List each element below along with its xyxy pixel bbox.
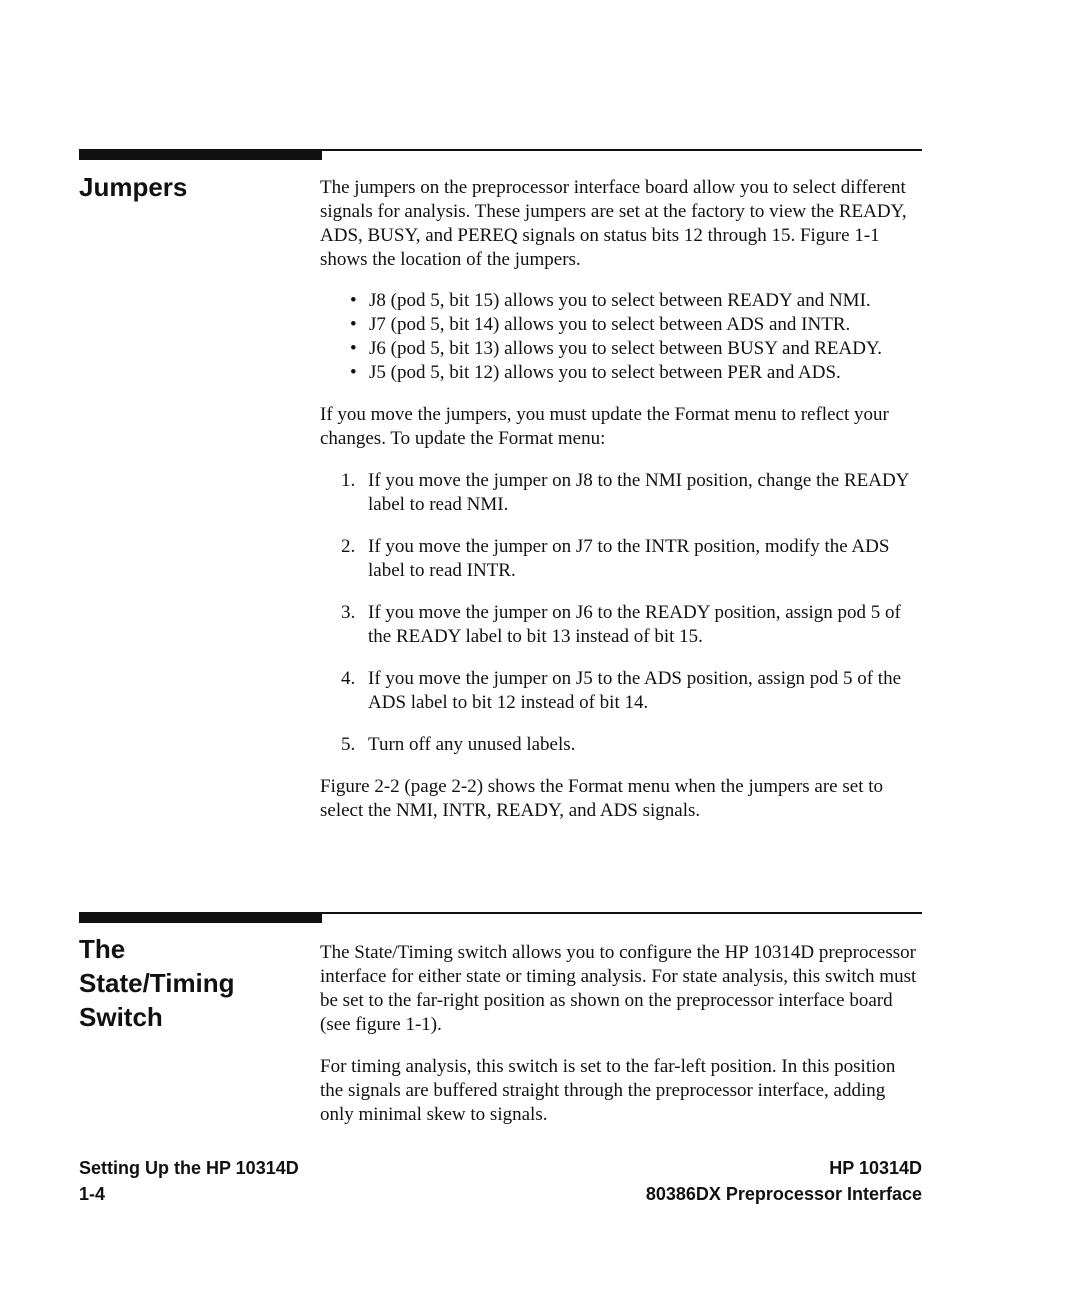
step-item — [320, 535, 920, 583]
section-rule-thin-jumpers — [322, 149, 922, 151]
footer-product-name: HP 10314D — [829, 1158, 922, 1178]
jumpers-body — [320, 176, 920, 823]
heading-line: State/Timing — [79, 968, 235, 998]
section-rule-thick-jumpers — [79, 149, 322, 160]
footer-chapter-title: Setting Up the HP 10314D — [79, 1158, 299, 1178]
switch-body — [320, 941, 920, 1127]
jumper-bullet-item: • J5 (pod 5, bit 12) allows you to select between PER and ADS. — [350, 362, 841, 383]
step-item — [320, 667, 920, 715]
bullet-icon: • — [350, 290, 357, 311]
bullet-icon: • — [350, 338, 357, 359]
section-heading-state-timing-switch — [79, 932, 235, 1034]
step-text: If you move the jumper on J8 to the NMI position, change the READY label to read NMI. — [368, 470, 909, 515]
jumpers-intro-paragraph: The jumpers on the preprocessor interface board allow you to select different signals for analysis. These jumpers are set at the factory to view the READY, ADS, BUSY, and PEREQ signals on status bits 12 through 15. Figure 1-1 shows the location of the jumpers. — [320, 177, 907, 270]
section-heading-jumpers: Jumpers — [79, 172, 188, 202]
footer-right — [646, 1155, 922, 1207]
footer-left — [79, 1155, 299, 1207]
step-item — [320, 733, 920, 757]
step-number: 1. — [341, 470, 356, 491]
step-item — [320, 469, 920, 517]
bullet-icon: • — [350, 314, 357, 335]
heading-line: Switch — [79, 1002, 163, 1032]
update-steps-list — [320, 469, 920, 757]
bullet-icon: • — [350, 362, 357, 383]
jumper-bullet-item: • J7 (pod 5, bit 14) allows you to select between ADS and INTR. — [350, 314, 851, 335]
step-item — [320, 601, 920, 649]
switch-paragraph-timing: For timing analysis, this switch is set to the far-left position. In this position the signals are buffered straight through the preprocessor interface, adding only minimal skew to signals. — [320, 1056, 896, 1125]
step-text: If you move the jumper on J6 to the READY position, assign pod 5 of the READY label to bit 13 instead of bit 15. — [368, 602, 901, 647]
heading-line: The — [79, 934, 126, 964]
section-rule-thin-switch — [322, 912, 922, 914]
step-number: 5. — [341, 734, 356, 755]
switch-paragraph-state: The State/Timing switch allows you to configure the HP 10314D preprocessor interface for either state or timing analysis. For state analysis, this switch must be set to the far-right position as shown on the preprocessor interface board (see figure 1-1). — [320, 942, 917, 1035]
step-number: 2. — [341, 536, 356, 557]
jumper-bullet-item: • J6 (pod 5, bit 13) allows you to select between BUSY and READY. — [350, 338, 882, 359]
step-text: If you move the jumper on J7 to the INTR position, modify the ADS label to read INTR. — [368, 536, 890, 581]
step-number: 4. — [341, 668, 356, 689]
step-text: If you move the jumper on J5 to the ADS position, assign pod 5 of the ADS label to bit 12 instead of bit 14. — [368, 668, 902, 713]
step-text: Turn off any unused labels. — [368, 734, 576, 755]
step-number: 3. — [341, 602, 356, 623]
figure-reference-paragraph: Figure 2-2 (page 2-2) shows the Format menu when the jumpers are set to select the NMI, INTR, READY, and ADS signals. — [320, 776, 884, 821]
jumper-bullet-list — [320, 289, 920, 385]
update-format-paragraph: If you move the jumpers, you must update the Format menu to reflect your changes. To update the Format menu: — [320, 404, 889, 449]
footer-product-subtitle: 80386DX Preprocessor Interface — [645, 1184, 922, 1204]
section-rule-thick-switch — [79, 912, 322, 923]
jumper-bullet-item: • J8 (pod 5, bit 15) allows you to select between READY and NMI. — [350, 290, 871, 311]
footer-page-number: 1-4 — [79, 1184, 106, 1204]
